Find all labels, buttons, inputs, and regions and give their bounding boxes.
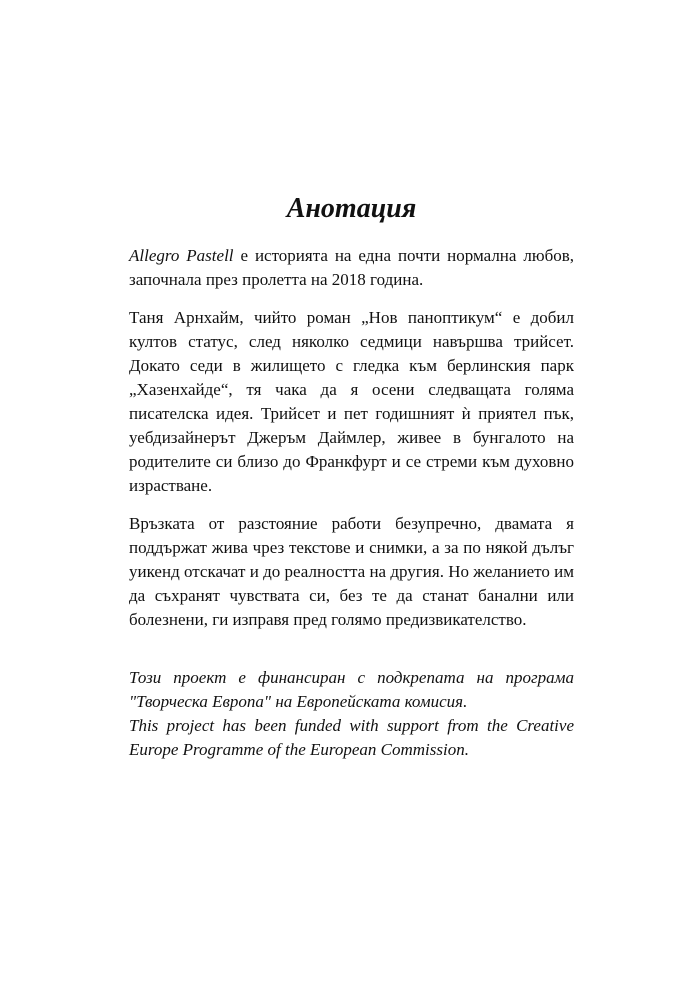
funding-notice [129,666,574,762]
synopsis-paragraph-2: Връзката от разстояние работи безупречно, двамата я поддържат жива чрез текстове и снимки, а за по някой дълъг уикенд отскачат и до реалността на другия. Но желанието им да съхранят чувствата си, без те да станат банални или болезнени, ги изправя пред голямо предизвикателство. [129,514,574,629]
book-title-italic: Allegro Pastell [129,246,234,265]
synopsis-paragraph-1: Таня Арнхайм, чийто роман „Нов паноптикум“ е добил култов статус, след няколко седмици навършва трийсет. Докато седи в жилището с гледка към берлинския парк „Хазенхайде“, тя чака да я осени следващата голяма писателска идея. Трийсет и пет годишният ѝ приятел пък, уебдизайнерът Джеръм Даймлер, живее в бунгалото на родителите си близо до Франкфурт и се стреми към духовно израстване. [129,308,574,495]
funding-notice-bg: Този проект е финансиран с подкрепата на програма "Творческа Европа" на Европейската комисия. [129,668,574,711]
intro-paragraph [129,244,574,292]
annotation-page [129,192,574,762]
intro-text: е историята на една почти нормална любов, започнала през пролетта на 2018 година. [129,246,574,289]
funding-notice-en: This project has been funded with support from the Creative Europe Programme of the European Commission. [129,716,574,759]
page-title: Анотация [286,193,417,224]
